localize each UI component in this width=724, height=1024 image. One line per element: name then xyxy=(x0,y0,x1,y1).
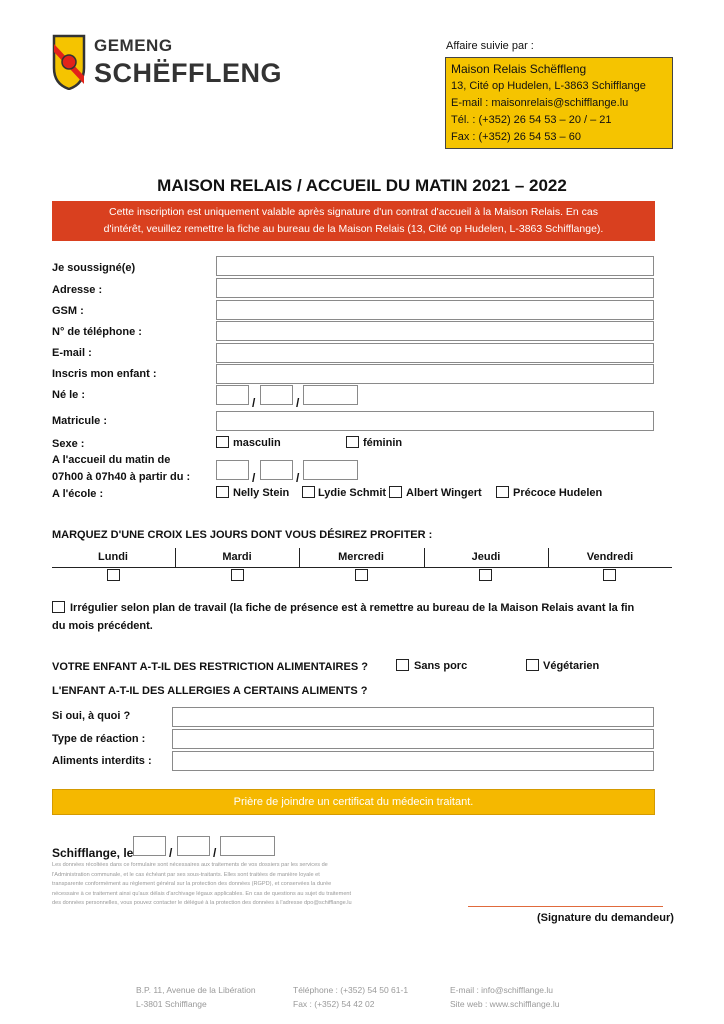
interdits-label: Aliments interdits : xyxy=(52,755,152,767)
accueil-label-line1: A l'accueil du matin de xyxy=(52,454,171,466)
day-mardi-label: Mardi xyxy=(222,551,252,563)
signature-month-field[interactable] xyxy=(177,836,210,856)
feminin-label: féminin xyxy=(363,437,403,449)
privacy-line: Les données récoltées dans ce formulaire sont nécessaires aux traitements de vos dossiers par les services de xyxy=(52,862,328,868)
day-jeudi-checkbox[interactable] xyxy=(479,569,492,581)
day-separator xyxy=(299,548,300,568)
ecole-precoce-hudelen-checkbox[interactable] xyxy=(496,486,509,498)
ecole-label: A l'école : xyxy=(52,488,104,500)
start-year-field[interactable] xyxy=(303,460,358,480)
privacy-line: des données personnelles, vous pouvez contacter le délégué à la protection des données à l'adresse dpo@schifflange.lu xyxy=(52,900,352,906)
allergies-question: L'ENFANT A-T-IL DES ALLERGIES A CERTAINS ALIMENTS ? xyxy=(52,685,368,697)
vegetarien-checkbox[interactable] xyxy=(526,659,539,671)
signature-place-label: Schifflange, le xyxy=(52,846,134,860)
si-oui-label: Si oui, à quoi ? xyxy=(52,710,131,722)
start-month-field[interactable] xyxy=(260,460,293,480)
footer-web xyxy=(450,983,559,1011)
commune-logo xyxy=(52,34,283,92)
signature-day-field[interactable] xyxy=(133,836,166,856)
inscris-label: Inscris mon enfant : xyxy=(52,368,157,380)
footer-address-line: B.P. 11, Avenue de la Libération xyxy=(136,985,256,995)
contact-box xyxy=(445,57,673,149)
date-slash: / xyxy=(169,846,173,860)
birth-year-field[interactable] xyxy=(303,385,358,405)
footer-address xyxy=(136,983,256,1011)
signature-line[interactable] xyxy=(468,906,663,907)
days-rule xyxy=(52,567,672,568)
affaire-label: Affaire suivie par : xyxy=(446,40,534,52)
accueil-label-line2: 07h00 à 07h40 à partir du : xyxy=(52,471,191,483)
interdits-field[interactable] xyxy=(172,751,654,771)
privacy-line: l'Administration communale, et le cas échéant par ses sous-traitants. Elles sont traitées de manière loyale et xyxy=(52,871,320,878)
signature-year-field[interactable] xyxy=(220,836,275,856)
matricule-field[interactable] xyxy=(216,411,654,431)
footer-phone xyxy=(293,983,408,1011)
day-lundi-label: Lundi xyxy=(98,551,128,563)
contact-email: E-mail : maisonrelais@schifflange.lu xyxy=(451,97,629,109)
notice-banner xyxy=(52,201,655,241)
vegetarien-label: Végétarien xyxy=(543,660,600,672)
day-separator xyxy=(548,548,549,568)
feminin-checkbox[interactable] xyxy=(346,436,359,448)
irregulier-checkbox[interactable] xyxy=(52,601,65,613)
days-heading: MARQUEZ D'UNE CROIX LES JOURS DONT VOUS DÉSIREZ PROFITER : xyxy=(52,529,433,541)
signature-label: (Signature du demandeur) xyxy=(537,912,674,924)
masculin-label: masculin xyxy=(233,437,281,449)
sexe-label: Sexe : xyxy=(52,438,85,450)
logo-line2: SCHËFFLENG xyxy=(94,58,283,88)
footer-email-line[interactable]: E-mail : info@schifflange.lu xyxy=(450,985,553,995)
footer-phone-line: Téléphone : (+352) 54 50 61-1 xyxy=(293,985,409,995)
reaction-field[interactable] xyxy=(172,729,654,749)
birth-month-field[interactable] xyxy=(260,385,293,405)
ecole-nelly-stein-label: Nelly Stein xyxy=(233,487,290,499)
ecole-precoce-hudelen-label: Précoce Hudelen xyxy=(513,487,603,499)
ecole-albert-wingert-checkbox[interactable] xyxy=(389,486,402,498)
ecole-lydie-schmit-checkbox[interactable] xyxy=(302,486,315,498)
footer-website-line[interactable]: Site web : www.schifflange.lu xyxy=(450,999,560,1009)
matricule-label: Matricule : xyxy=(52,415,108,427)
soussigne-label: Je soussigné(e) xyxy=(52,262,136,274)
certificat-text: Prière de joindre un certificat du médecin traitant. xyxy=(233,796,474,808)
certificat-banner xyxy=(52,789,655,815)
ecole-nelly-stein-checkbox[interactable] xyxy=(216,486,229,498)
contact-address: 13, Cité op Hudelen, L-3863 Schifflange xyxy=(451,80,646,92)
gsm-label: GSM : xyxy=(52,305,84,317)
contact-fax: Fax : (+352) 26 54 53 – 60 xyxy=(451,131,581,143)
day-separator xyxy=(424,548,425,568)
gsm-field[interactable] xyxy=(216,300,654,320)
email-field[interactable] xyxy=(216,343,654,363)
coat-of-arms-icon xyxy=(52,34,86,90)
ecole-lydie-schmit-label: Lydie Schmit xyxy=(318,487,387,499)
date-slash: / xyxy=(252,396,256,410)
day-jeudi-label: Jeudi xyxy=(471,551,501,563)
email-label: E-mail : xyxy=(52,347,92,359)
birth-day-field[interactable] xyxy=(216,385,249,405)
masculin-checkbox[interactable] xyxy=(216,436,229,448)
adresse-label: Adresse : xyxy=(52,284,103,296)
day-vendredi-label: Vendredi xyxy=(586,551,634,563)
sans-porc-checkbox[interactable] xyxy=(396,659,409,671)
allergies-field[interactable] xyxy=(172,707,654,727)
notice-line1: Cette inscription est uniquement valable après signature d'un contrat d'accueil à la Maison Relais. En cas xyxy=(108,206,599,218)
ecole-albert-wingert-label: Albert Wingert xyxy=(406,487,482,499)
privacy-line: transparente conformément au règlement général sur la protection des données (RGPD), et conservées la durée xyxy=(52,881,332,887)
irregulier-line2: du mois précédent. xyxy=(52,620,153,632)
restrictions-question: VOTRE ENFANT A-T-IL DES RESTRICTION ALIMENTAIRES ? xyxy=(52,661,368,673)
start-day-field[interactable] xyxy=(216,460,249,480)
telephone-field[interactable] xyxy=(216,321,654,341)
date-slash: / xyxy=(296,396,300,410)
footer-fax-line: Fax : (+352) 54 42 02 xyxy=(293,999,375,1009)
irregulier-line1: Irrégulier selon plan de travail (la fiche de présence est à remettre au bureau de la Maison Relais avant la fin xyxy=(70,602,635,614)
page-title: MAISON RELAIS / ACCUEIL DU MATIN 2021 – 2022 xyxy=(157,176,567,195)
footer-address-line: L-3801 Schifflange xyxy=(136,999,207,1009)
date-slash: / xyxy=(296,471,300,485)
adresse-field[interactable] xyxy=(216,278,654,298)
privacy-line: nécessaire à ce traitement ainsi qu'aux délais d'archivage légaux applicables. En cas de questions au sujet du traitement xyxy=(52,890,352,897)
day-lundi-checkbox[interactable] xyxy=(107,569,120,581)
day-vendredi-checkbox[interactable] xyxy=(603,569,616,581)
reaction-label: Type de réaction : xyxy=(52,733,146,745)
contact-name: Maison Relais Schëffleng xyxy=(451,62,587,76)
day-mardi-checkbox[interactable] xyxy=(231,569,244,581)
day-mercredi-checkbox[interactable] xyxy=(355,569,368,581)
date-slash: / xyxy=(252,471,256,485)
ne-le-label: Né le : xyxy=(52,389,86,401)
date-slash: / xyxy=(213,846,217,860)
sans-porc-label: Sans porc xyxy=(414,660,468,672)
child-name-field[interactable] xyxy=(216,364,654,384)
telephone-label: N° de téléphone : xyxy=(52,326,142,338)
logo-line1: GEMENG xyxy=(94,36,173,55)
contact-tel: Tél. : (+352) 26 54 53 – 20 / – 21 xyxy=(451,114,612,126)
notice-line2: d'intérêt, veuillez remettre la fiche au bureau de la Maison Relais (13, Cité op Hudelen, L-3863 Schifflange). xyxy=(103,223,604,235)
day-separator xyxy=(175,548,176,568)
privacy-notice xyxy=(52,861,432,909)
soussigne-field[interactable] xyxy=(216,256,654,276)
day-mercredi-label: Mercredi xyxy=(338,551,384,563)
